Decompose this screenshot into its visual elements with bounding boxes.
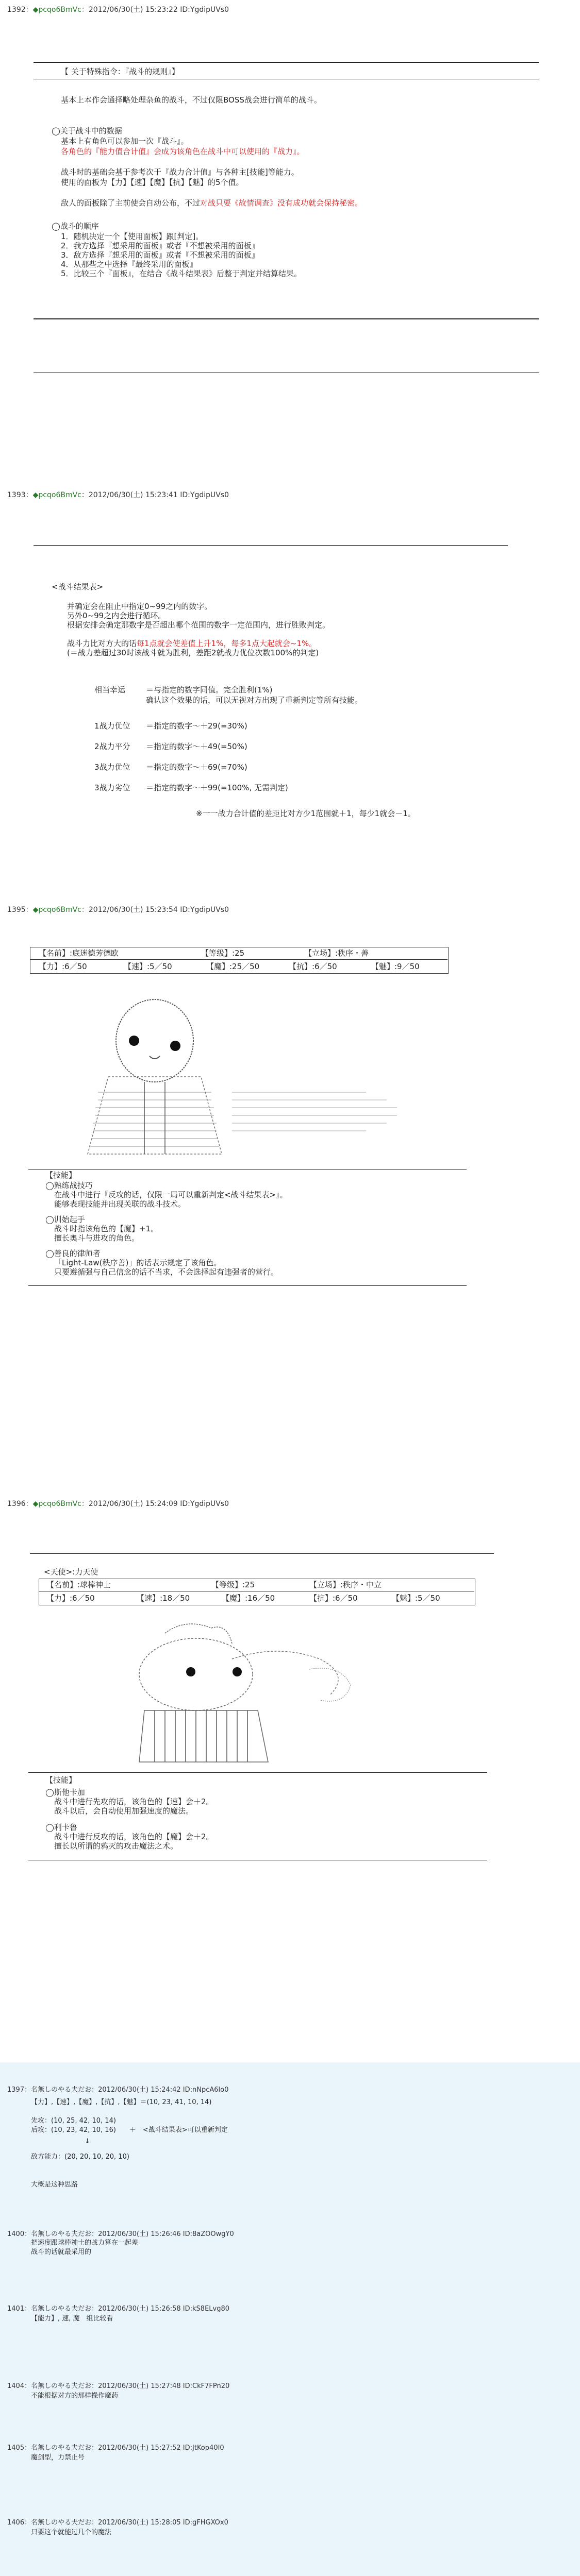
reply-header: 1404：名無しのやる夫だお：2012/06/30(土) 15:27:48 ID:CkF7FPn20 bbox=[7, 2382, 230, 2390]
reply-text: 不能根据对方的那样操作魔药 bbox=[31, 2392, 119, 2400]
skills-heading: 【技能】 bbox=[45, 1775, 77, 1785]
result-text: 并确定会在阻止中指定0~99之内的数字。 bbox=[67, 602, 212, 611]
reply-text: 只要这个就能过几个的魔法 bbox=[31, 2529, 112, 2536]
reply-text: 把速度跟球棒神士的战力算在一起差 bbox=[31, 2239, 139, 2247]
stat-mag: 【魔】:25／50 bbox=[206, 962, 260, 971]
post-date: ：2012/06/30(土) 15:24:09 ID:YgdipUVs0 bbox=[81, 1500, 229, 1508]
skill-desc: 战斗时指该角色的【魔】+1。 bbox=[54, 1224, 159, 1233]
post-header: 1395：◆pcqo6BmVc：2012/06/30(土) 15:23:54 ID:YgdipUVs0 bbox=[7, 906, 229, 914]
post-date: ：2012/06/30(土) 15:23:41 ID:YgdipUVs0 bbox=[81, 491, 229, 499]
post-number[interactable]: 1392 bbox=[7, 6, 26, 14]
rules-text: 敌人的面板除了主前使会自动公布，不过对战只要《故情调查》没有成功就会保持秘密。 bbox=[61, 198, 363, 208]
rules-text: 战斗时的基础会基于参考次于『战力合计值』与各种主[技能]等能力。 bbox=[61, 167, 299, 177]
post-author: ◆pcqo6BmVc bbox=[32, 491, 81, 499]
stat-res: 【抗】:6／50 bbox=[289, 962, 337, 971]
post-number[interactable]: 1393 bbox=[7, 491, 26, 499]
post-date: ：2012/06/30(土) 15:23:54 ID:YgdipUVs0 bbox=[81, 906, 229, 914]
rules-title: 【 关于特殊指令：『战斗的规则』】 bbox=[61, 67, 179, 76]
result-row: 1战力优位 ＝指定的数字～＋29(=30%) bbox=[94, 721, 247, 731]
result-row: 3战力劣位 ＝指定的数字～＋99(=100%, 无需判定) bbox=[94, 783, 288, 792]
result-row: 确认这个效果的话，可以无视对方出现了重新判定等所有技能。 bbox=[146, 696, 363, 705]
reply-header: 1401：名無しのやる夫だお：2012/06/30(土) 15:26:58 ID:kS8ELvg80 bbox=[7, 2305, 230, 2313]
stat-mag: 【魔】:16／50 bbox=[222, 1594, 275, 1603]
skill-name: ◯训始起手 bbox=[45, 1215, 85, 1224]
skill-desc: 战斗中进行先攻的话，该角色的【速】会＋2。 bbox=[54, 1797, 214, 1806]
post-header: 1392：◆pcqo6BmVc：2012/06/30(土) 15:23:22 ID:YgdipUVs0 bbox=[7, 6, 229, 14]
post-header: 1393：◆pcqo6BmVc：2012/06/30(土) 15:23:41 ID:YgdipUVs0 bbox=[7, 491, 229, 499]
reply-text: 战斗的话就最采用的 bbox=[31, 2248, 92, 2256]
rules-intro: 基本上本作会通择略处理杂鱼的战斗，不过仅限BOSS战会进行简单的战斗。 bbox=[61, 95, 322, 105]
skill-desc: 只要遵循强与自己信念的话不当求，不会选择起有违强者的营行。 bbox=[54, 1267, 279, 1277]
rules-section-order: ◯战斗的顺序 bbox=[52, 222, 99, 231]
reply-text: 魔剑型，力禁止号 bbox=[31, 2454, 85, 2462]
reply-header: 1406：名無しのやる夫だお：2012/06/30(土) 15:28:05 ID:gFHGXOx0 bbox=[7, 2519, 228, 2527]
post-author: ◆pcqo6BmVc bbox=[32, 1500, 81, 1508]
skill-desc: 能够表现技能并出现关联的战斗技术。 bbox=[54, 1199, 186, 1209]
reply-text: 大概是这种思路 bbox=[31, 2181, 78, 2189]
post-number[interactable]: 1396 bbox=[7, 1500, 26, 1508]
result-note: ※一一战力合计值的差距比对方少1范围就＋1，每少1就会－1。 bbox=[196, 809, 416, 818]
char-class: <天使>:力天使 bbox=[44, 1567, 98, 1577]
character-art-figure bbox=[77, 989, 438, 1159]
reply-text: ↓ bbox=[31, 2138, 90, 2145]
stat-cha: 【魅】:5／50 bbox=[392, 1594, 440, 1603]
result-row: 相当幸运 ＝与指定的数字同值。完全胜利(1%) bbox=[94, 685, 273, 694]
stat-cha: 【魅】:9／50 bbox=[371, 962, 420, 971]
skill-desc: 擅长奥斗与进攻的角色。 bbox=[54, 1233, 140, 1243]
rules-step: 2．我方选择『想采用的面板』或者『不想被采用的面板』 bbox=[61, 241, 259, 250]
reply-text: 后攻：(10, 23, 42, 10, 16) ＋ <战斗结果表>可以重新判定 bbox=[31, 2126, 228, 2134]
result-text: 根据安排会确定那数字是否超出哪个范围的数字一定范围内，进行胜败判定。 bbox=[67, 620, 330, 630]
result-text: (＝战力差超过30时该战斗就为胜利，差距2就战力优位次数100%的判定) bbox=[67, 648, 319, 657]
character-art bbox=[77, 989, 438, 1159]
result-text: 战斗力比对方大的话每1点就会使差值上升1%，每多1点大起就会~1%。 bbox=[67, 639, 317, 648]
character-art-figure bbox=[124, 1613, 433, 1767]
post-header: 1396：◆pcqo6BmVc：2012/06/30(土) 15:24:09 ID:YgdipUVs0 bbox=[7, 1500, 229, 1508]
skill-name: ◯利卡鲁 bbox=[45, 1823, 77, 1832]
stat-str: 【力】:6／50 bbox=[39, 962, 87, 971]
char-alignment: 【立场】:秩序・中立 bbox=[309, 1580, 382, 1589]
skill-name: ◯善良的律师者 bbox=[45, 1249, 101, 1258]
rules-step: 5．比较三个『面板』，在结合《战斗结果表》后整于判定并结算结果。 bbox=[61, 269, 302, 278]
reply-text: 先攻：(10, 25, 42, 10, 14) bbox=[31, 2117, 116, 2125]
reply-header: 1400：名無しのやる夫だお：2012/06/30(土) 15:26:46 ID:8aZOOwgY0 bbox=[7, 2230, 234, 2238]
rules-section-data: ◯关于战斗中的数据 bbox=[52, 126, 122, 135]
rules-text: 基本上有角色可以参加一次『战斗』。 bbox=[61, 137, 189, 146]
stat-str: 【力】:6／50 bbox=[46, 1594, 95, 1603]
divider bbox=[28, 1772, 487, 1773]
char-level: 【等级】:25 bbox=[201, 948, 245, 958]
stat-spd: 【速】:18／50 bbox=[137, 1594, 190, 1603]
divider bbox=[28, 1285, 467, 1286]
reply-text: 敌方能力：(20, 20, 10, 20, 10) bbox=[31, 2153, 129, 2161]
skill-desc: 战斗中进行反攻的话，该角色的【魔】会＋2。 bbox=[54, 1832, 214, 1841]
rules-text: 各角色的『能力值合计值』会成为该角色在战斗中可以使用的『战力』。 bbox=[61, 147, 305, 156]
skill-name: ◯斯他卡加 bbox=[45, 1788, 85, 1797]
skill-desc: 在战斗中进行『反攻的话，仅限一局可以重新判定<战斗结果表>』。 bbox=[54, 1190, 288, 1199]
rules-step: 1．随机决定一个【使用面板】跟[判定]。 bbox=[61, 232, 204, 241]
skill-name: ◯熟练战技巧 bbox=[45, 1181, 93, 1190]
char-name: 【名前】:底迷德芳德欧 bbox=[39, 948, 119, 958]
reply-header: 1397：名無しのやる夫だお：2012/06/30(土) 15:24:42 ID:nNpcA6lo0 bbox=[7, 2086, 229, 2094]
char-alignment: 【立场】:秩序・善 bbox=[304, 948, 369, 958]
rules-text: 使用的面板为【力】【速】【魔】【抗】【魅】的5个值。 bbox=[61, 178, 244, 187]
divider bbox=[30, 959, 448, 960]
stat-spd: 【速】:5／50 bbox=[124, 962, 172, 971]
divider bbox=[34, 318, 539, 319]
skill-desc: 战斗以后，会自动使用加强速度的魔法。 bbox=[54, 1806, 194, 1816]
rules-step: 4．从那些之中选择『最终采用的面板』 bbox=[61, 260, 197, 269]
result-row: 3战力优位 ＝指定的数字～＋69(=70%) bbox=[94, 762, 247, 772]
skill-desc: 「Light-Law(秩序善)」的话表示规定了该角色。 bbox=[54, 1258, 222, 1267]
reply-header: 1405：名無しのやる夫だお：2012/06/30(土) 15:27:52 ID:JtKop40I0 bbox=[7, 2444, 224, 2452]
character-art bbox=[124, 1613, 433, 1767]
divider bbox=[30, 1553, 494, 1554]
reply-text: 【能力】, 速, 魔 组比较看 bbox=[31, 2315, 113, 2323]
result-text: 另外0~99之内会进行循环。 bbox=[67, 611, 166, 620]
divider bbox=[34, 545, 508, 546]
divider bbox=[34, 62, 539, 63]
post-date: ：2012/06/30(土) 15:23:22 ID:YgdipUVs0 bbox=[81, 6, 229, 14]
char-level: 【等级】:25 bbox=[211, 1580, 255, 1589]
post-author: ◆pcqo6BmVc bbox=[32, 6, 81, 14]
post-number[interactable]: 1395 bbox=[7, 906, 26, 914]
skills-heading: 【技能】 bbox=[45, 1171, 77, 1180]
result-row: 2战力平分 ＝指定的数字～＋49(=50%) bbox=[94, 742, 247, 751]
result-title: <战斗结果表> bbox=[52, 582, 104, 591]
stat-res: 【抗】:6／50 bbox=[309, 1594, 358, 1603]
rules-step: 3．敌方选择『想采用的面板』或者『不想被采用的面板』 bbox=[61, 250, 259, 260]
char-name: 【名前】:球棒神士 bbox=[46, 1580, 111, 1589]
reply-text: 【力】,【速】,【魔】,【抗】,【魅】＝(10, 23, 41, 10, 14) bbox=[31, 2098, 212, 2106]
skill-desc: 擅长以所谓的鸦灭的攻击魔法之术。 bbox=[54, 1841, 178, 1851]
post-author: ◆pcqo6BmVc bbox=[32, 906, 81, 914]
